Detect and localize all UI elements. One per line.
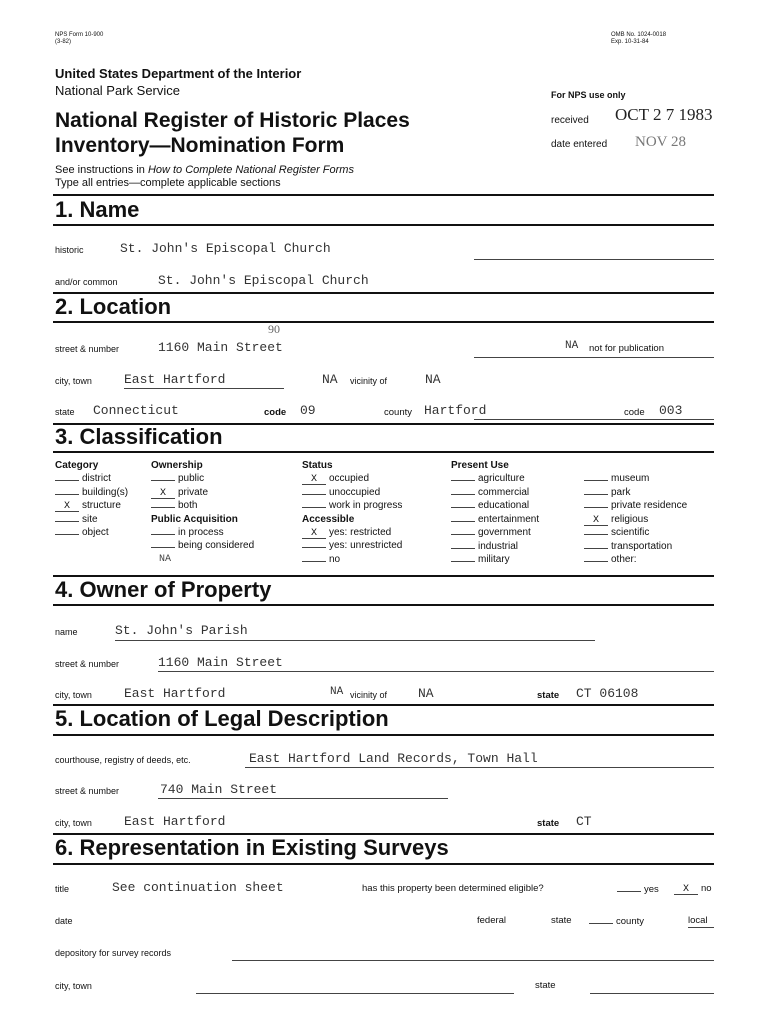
status-column: [302, 459, 402, 566]
section-1-rule: [53, 194, 714, 196]
legal-street-value[interactable]: 740 Main Street: [160, 782, 278, 797]
depository-label: depository for survey records: [55, 948, 172, 958]
checkbox[interactable]: [584, 499, 608, 508]
street-label: street & number: [55, 344, 120, 354]
category-column: [55, 459, 128, 540]
use-other[interactable]: [584, 553, 687, 567]
checkbox[interactable]: [151, 526, 175, 535]
category-header: Category: [55, 460, 99, 471]
checkbox[interactable]: [302, 486, 326, 495]
owner-vicinity-after[interactable]: NA: [418, 686, 434, 701]
option-label: public: [178, 473, 205, 484]
section-5-heading: 5. Location of Legal Description: [55, 706, 389, 731]
owner-street-label: street & number: [55, 659, 120, 669]
city-fill-line: [124, 388, 284, 389]
owner-vicinity-label: vicinity of: [350, 690, 388, 700]
checkbox[interactable]: [451, 513, 475, 522]
checkbox[interactable]: [451, 472, 475, 481]
accessible-yes-restricted[interactable]: [302, 526, 402, 540]
street-number-annotation: 90: [268, 322, 280, 336]
option-label: object: [82, 527, 109, 538]
federal-label: federal: [477, 915, 507, 926]
option-label: yes: unrestricted: [329, 540, 403, 551]
omb-number: [611, 32, 666, 46]
county-code-label: code: [624, 407, 645, 418]
historic-name-value[interactable]: St. John's Episcopal Church: [120, 241, 331, 256]
checkbox[interactable]: [584, 472, 608, 481]
local-fill-line: [688, 927, 714, 928]
section-3-heading: 3. Classification: [55, 424, 223, 449]
local-level-label: local: [688, 915, 708, 926]
checkbox[interactable]: [451, 499, 475, 508]
street-fill-line: [474, 357, 714, 358]
historic-label: historic: [55, 245, 84, 255]
received-label: received: [551, 115, 589, 126]
county-label: county: [384, 407, 412, 418]
checkbox[interactable]: [151, 472, 175, 481]
owner-city-label: city, town: [55, 690, 92, 700]
legal-street-label: street & number: [55, 786, 120, 796]
status-header: Status: [302, 460, 333, 471]
checkbox[interactable]: [451, 540, 475, 549]
use-museum[interactable]: [584, 472, 687, 486]
status-list: [302, 472, 402, 513]
section-4-rule-bottom: [53, 604, 714, 606]
option-label: military: [478, 554, 510, 565]
courthouse-value[interactable]: East Hartford Land Records, Town Hall: [249, 751, 538, 766]
option-label: museum: [611, 473, 650, 484]
use-educational[interactable]: [451, 499, 539, 513]
checkbox[interactable]: [451, 553, 475, 562]
ownership-column: [151, 459, 254, 566]
code-value[interactable]: 09: [300, 403, 316, 418]
owner-vicinity-value[interactable]: NA: [330, 686, 344, 698]
acquisition-note: NA: [159, 553, 172, 565]
checkbox[interactable]: X: [674, 886, 698, 895]
omb-expiry-line: Exp. 10-31-84: [611, 39, 649, 45]
survey-title-value[interactable]: See continuation sheet: [112, 880, 284, 895]
acquisition-being-considered[interactable]: [151, 539, 254, 553]
use-park[interactable]: [584, 486, 687, 500]
checkbox[interactable]: [584, 540, 608, 549]
section-4-heading: 4. Owner of Property: [55, 577, 272, 602]
category-object[interactable]: [55, 526, 128, 540]
option-label: educational: [478, 500, 530, 511]
use-scientific[interactable]: [584, 526, 687, 540]
county-fill-line: [474, 419, 714, 420]
common-name-value[interactable]: St. John's Episcopal Church: [158, 273, 369, 288]
option-label: site: [82, 513, 98, 525]
state-label: state: [55, 407, 75, 417]
checkbox[interactable]: [589, 915, 613, 924]
acquisition-header: Public Acquisition: [151, 513, 238, 525]
vicinity-after-value[interactable]: NA: [425, 372, 441, 387]
section-6-heading: 6. Representation in Existing Surveys: [55, 835, 449, 860]
checkbox[interactable]: X: [584, 517, 608, 526]
acquisition-in-process[interactable]: [151, 526, 254, 540]
checkbox[interactable]: [302, 539, 326, 548]
section-1-rule-bottom: [53, 224, 714, 226]
option-label: industrial: [478, 540, 519, 552]
present-use-column-2: [584, 472, 687, 567]
option-label: entertainment: [478, 513, 540, 525]
checkbox[interactable]: [151, 539, 175, 548]
form-number: [55, 32, 103, 46]
use-religious[interactable]: [584, 513, 687, 527]
depository-fill-line: [232, 960, 714, 961]
owner-street-value[interactable]: 1160 Main Street: [158, 655, 283, 670]
use-private-residence[interactable]: [584, 499, 687, 513]
checkbox[interactable]: [302, 553, 326, 562]
survey-state-fill-line: [590, 993, 714, 994]
option-label: no: [329, 553, 341, 565]
present-use-list-1: [451, 472, 539, 567]
use-agriculture[interactable]: [451, 472, 539, 486]
date-entered-label: date entered: [551, 139, 608, 150]
use-transportation[interactable]: [584, 540, 687, 554]
ownership-header: Ownership: [151, 460, 203, 471]
form-date-line: (3-82): [55, 39, 72, 45]
checkbox[interactable]: [584, 553, 608, 562]
option-label: scientific: [611, 527, 650, 538]
status-unoccupied[interactable]: [302, 486, 402, 500]
category-list: [55, 472, 128, 540]
option-label: commercial: [478, 486, 530, 498]
option-label: religious: [611, 513, 649, 525]
checkbox[interactable]: [151, 499, 175, 508]
legal-city-label: city, town: [55, 818, 92, 828]
accessible-no[interactable]: [302, 553, 402, 567]
historic-fill-line: [474, 259, 714, 260]
present-use-list-2: [584, 472, 687, 567]
checkbox[interactable]: X: [302, 530, 326, 539]
checkbox[interactable]: [584, 486, 608, 495]
status-occupied[interactable]: [302, 472, 402, 486]
ownership-private[interactable]: [151, 486, 254, 500]
category-district[interactable]: [55, 472, 128, 486]
checkbox[interactable]: [451, 526, 475, 535]
form-title: National Register of Historic Places: [55, 109, 410, 132]
omb-line: OMB No. 1024-0018: [611, 32, 667, 38]
status-work-in-progress[interactable]: [302, 499, 402, 513]
use-military[interactable]: [451, 553, 539, 567]
option-label: private residence: [611, 500, 688, 511]
checkbox[interactable]: X: [55, 503, 79, 512]
accessible-list: [302, 526, 402, 567]
county-code-value[interactable]: 003: [659, 403, 683, 418]
eligible-no[interactable]: [674, 883, 712, 895]
section-5-rule-bottom: [53, 734, 714, 736]
category-structure[interactable]: [55, 499, 128, 513]
owner-name-fill-line: [115, 640, 595, 641]
accessible-header: Accessible: [302, 513, 355, 525]
eligible-yes[interactable]: [617, 883, 659, 895]
section-6-rule-bottom: [53, 863, 714, 865]
option-label: being considered: [178, 540, 255, 551]
category-site[interactable]: [55, 513, 128, 527]
courthouse-fill-line: [245, 767, 714, 768]
vicinity-value[interactable]: NA: [322, 372, 338, 387]
owner-state-value[interactable]: CT 06108: [576, 686, 639, 701]
checkbox[interactable]: X: [302, 476, 326, 485]
legal-street-fill-line: [158, 798, 448, 799]
option-label: occupied: [329, 473, 370, 484]
owner-state-label: state: [537, 690, 560, 701]
state-value[interactable]: Connecticut: [93, 403, 179, 418]
option-label: other:: [611, 554, 637, 565]
county-value[interactable]: Hartford: [424, 403, 487, 418]
received-stamp: OCT 2 7 1983: [615, 105, 713, 124]
option-label: private: [178, 486, 209, 498]
accessible-yes-unrestricted[interactable]: [302, 539, 402, 553]
instructions-guide-title: How to Complete National Register Forms: [147, 164, 354, 176]
checkbox[interactable]: [55, 486, 79, 495]
option-label: yes: restricted: [329, 526, 392, 538]
option-label: park: [611, 486, 631, 498]
option-label: building(s): [82, 486, 129, 498]
checkbox[interactable]: [451, 486, 475, 495]
courthouse-label: courthouse, registry of deeds, etc.: [55, 755, 191, 765]
survey-title-label: title: [55, 884, 70, 894]
checkbox[interactable]: [302, 499, 326, 508]
option-label: work in progress: [329, 500, 403, 511]
instructions-line: [55, 164, 354, 177]
owner-name-label: name: [55, 627, 78, 637]
present-use-column: [451, 459, 539, 567]
legal-state-label: state: [537, 818, 560, 829]
nps-use-label: For NPS use only: [551, 90, 626, 100]
option-label: government: [478, 527, 531, 538]
checkbox[interactable]: [55, 513, 79, 522]
ownership-both[interactable]: [151, 499, 254, 513]
section-3-rule-bottom: [53, 451, 714, 453]
acquisition-list: [151, 526, 254, 567]
street-value[interactable]: 1160 Main Street: [158, 340, 283, 355]
survey-city-fill-line: [196, 993, 514, 994]
vicinity-label: vicinity of: [350, 376, 388, 386]
option-label: structure: [82, 500, 121, 511]
use-entertainment[interactable]: [451, 513, 539, 527]
option-label: in process: [178, 526, 224, 538]
city-label: city, town: [55, 376, 92, 386]
eligible-question: has this property been determined eligible?: [362, 883, 544, 894]
survey-state-label: state: [535, 980, 556, 991]
form-subtitle: Inventory—Nomination Form: [55, 134, 345, 157]
form-number-line: NPS Form 10-900: [55, 32, 104, 38]
section-2-heading: 2. Location: [55, 294, 172, 319]
survey-city-label: city, town: [55, 981, 92, 991]
option-label: unoccupied: [329, 486, 381, 498]
present-use-header: Present Use: [451, 460, 509, 471]
option-label: yes: [644, 884, 659, 895]
use-industrial[interactable]: [451, 540, 539, 554]
checkbox[interactable]: X: [151, 490, 175, 499]
not-for-publication-label: not for publication: [589, 343, 664, 354]
city-value[interactable]: East Hartford: [124, 372, 226, 387]
type-entries-note: Type all entries—complete applicable sections: [55, 177, 281, 189]
option-label: transportation: [611, 540, 673, 552]
use-government[interactable]: [451, 526, 539, 540]
county-level[interactable]: [589, 915, 644, 927]
owner-street-fill-line: [158, 671, 714, 672]
survey-date-label: date: [55, 916, 73, 926]
date-entered-stamp: NOV 28: [635, 134, 686, 150]
option-label: agriculture: [478, 473, 525, 484]
owner-name-value[interactable]: St. John's Parish: [115, 623, 248, 638]
state-level-label: state: [551, 915, 572, 926]
checkbox[interactable]: [55, 472, 79, 481]
option-label: no: [701, 883, 712, 894]
legal-state-value[interactable]: CT: [576, 814, 592, 829]
agency-service: National Park Service: [55, 83, 180, 98]
ownership-list: [151, 472, 254, 513]
owner-city-value[interactable]: East Hartford: [124, 686, 226, 701]
common-name-label: and/or common: [55, 277, 118, 287]
use-commercial[interactable]: [451, 486, 539, 500]
agency-dept: United States Department of the Interior: [55, 66, 302, 81]
option-label: district: [82, 473, 111, 484]
ownership-public[interactable]: [151, 472, 254, 486]
code-label: code: [264, 407, 287, 418]
checkbox[interactable]: [584, 526, 608, 535]
section-2-rule-bottom: [53, 321, 714, 323]
option-label: both: [178, 500, 198, 511]
option-label: county: [616, 916, 644, 927]
instructions-prefix: See instructions in: [55, 164, 148, 176]
checkbox[interactable]: [617, 883, 641, 892]
legal-city-value[interactable]: East Hartford: [124, 814, 226, 829]
section-1-heading: 1. Name: [55, 197, 140, 222]
checkbox[interactable]: [55, 526, 79, 535]
category-buildings[interactable]: [55, 486, 128, 500]
nfp-value[interactable]: NA: [565, 340, 579, 352]
